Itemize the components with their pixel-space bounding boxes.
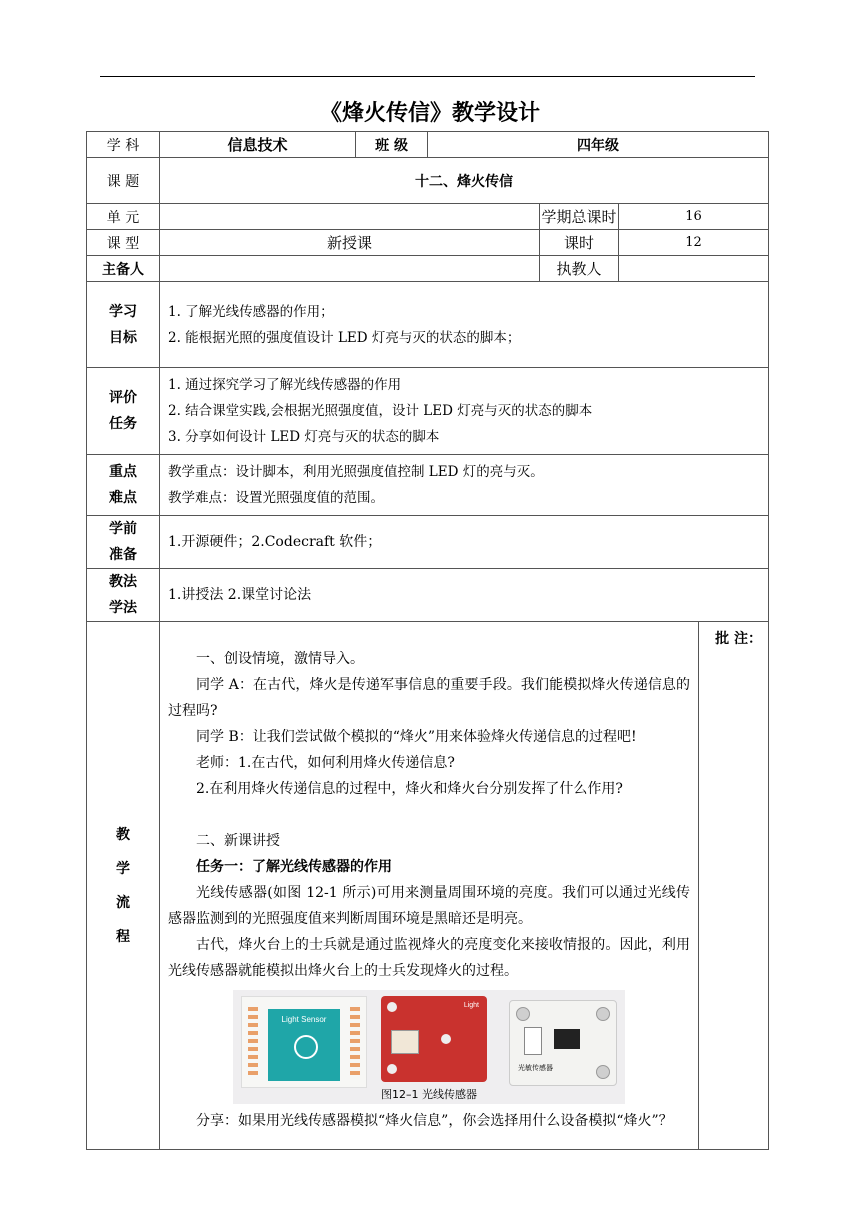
preparer-value — [160, 256, 540, 282]
hour-label: 课时 — [540, 230, 619, 256]
light-sensor-white-module — [241, 996, 367, 1088]
key-content — [160, 455, 769, 516]
key-point: 教学重点：设计脚本，利用光照强度值控制 LED 灯的亮与灭。 — [168, 464, 544, 480]
flow-paragraph: 2.在利用烽火传递信息的过程中，烽火和烽火台分别发挥了什么作用? — [196, 781, 623, 797]
sensor-face — [268, 1009, 340, 1081]
sensor-label-text: 光敏传感器 — [518, 1065, 553, 1072]
teacher-value — [619, 256, 769, 282]
row-method — [87, 569, 769, 622]
key-label-line2: 难点 — [109, 490, 137, 506]
flow-label — [87, 622, 160, 1150]
lesson-plan-table — [86, 131, 769, 1150]
total-hours-value: 16 — [619, 204, 769, 230]
figure-caption: 图12–1 光线传感器 — [381, 1088, 477, 1101]
header-rule — [100, 76, 755, 77]
mount-hole — [596, 1065, 610, 1079]
flow-label-char: 学 — [116, 860, 130, 877]
sensor-label-text: Light Sensor — [281, 1015, 327, 1024]
flow-paragraph: 同学 A：在古代，烽火是传递军事信息的重要手段。我们能模拟烽火传递信息的过程吗? — [168, 677, 691, 719]
annotation-column — [699, 622, 769, 1150]
goals-label-line1: 学习 — [109, 303, 137, 320]
unit-value — [160, 204, 540, 230]
prep-label-line2: 准备 — [109, 547, 137, 563]
type-value: 新授课 — [160, 230, 540, 256]
sensor-figure — [233, 990, 625, 1104]
mount-hole — [387, 1064, 397, 1074]
light-sensor-icon — [294, 1035, 318, 1059]
teacher-label: 执教人 — [540, 256, 619, 282]
annotation-label: 批 注： — [715, 631, 763, 647]
mount-hole — [596, 1007, 610, 1021]
key-point: 教学难点：设置光照强度值的范围。 — [168, 490, 384, 506]
prep-label-line1: 学前 — [109, 521, 137, 537]
row-goals — [87, 282, 769, 368]
eval-label-line1: 评价 — [109, 390, 137, 406]
mount-hole — [387, 1002, 397, 1012]
preparer-label: 主备人 — [87, 256, 160, 282]
document-title: 《烽火传信》教学设计 — [319, 101, 540, 126]
pin-strip — [350, 1007, 360, 1079]
eval-item: 2. 结合课堂实践,会根据光照强度值，设计 LED 灯亮与灭的状态的脚本 — [168, 403, 593, 419]
goals-label — [87, 282, 160, 368]
method-label-line2: 学法 — [109, 600, 137, 616]
flow-label-char: 程 — [116, 928, 130, 945]
goals-content — [160, 282, 769, 368]
row-topic — [87, 158, 769, 204]
flow-content — [160, 622, 699, 1150]
eval-label-line2: 任务 — [109, 416, 137, 432]
topic-value: 十二、烽火传信 — [160, 158, 769, 204]
method-label-line1: 教法 — [109, 574, 137, 590]
sensor-chip — [554, 1029, 580, 1049]
row-key-points — [87, 455, 769, 516]
prep-value: 1.开源硬件；2.Codecraft 软件； — [160, 516, 769, 569]
eval-item: 1. 通过探究学习了解光线传感器的作用 — [168, 377, 402, 393]
prep-label — [87, 516, 160, 569]
light-sensor-silver-module — [509, 1000, 617, 1086]
pin-strip — [248, 1007, 258, 1079]
row-type — [87, 230, 769, 256]
flow-label-char: 教 — [116, 826, 130, 843]
flow-label-char: 流 — [116, 894, 130, 911]
flow-paragraph: 同学 B：让我们尝试做个模拟的“烽火”用来体验烽火传递信息的过程吧! — [196, 729, 637, 745]
flow-paragraph: 古代，烽火台上的士兵就是通过监视烽火的亮度变化来接收情报的。因此，利用光线传感器就能模拟出烽火台上的士兵发现烽火的过程。 — [168, 937, 691, 979]
unit-label: 单 元 — [87, 204, 160, 230]
connector — [391, 1030, 419, 1054]
topic-label: 课 题 — [87, 158, 160, 204]
flow-paragraph: 光线传感器(如图 12-1 所示)可用来测量周围环境的亮度。我们可以通过光线传感器监测到的光照强度值来判断周围环境是黑暗还是明亮。 — [168, 885, 691, 927]
mount-hole — [516, 1007, 530, 1021]
connector — [524, 1027, 542, 1055]
flow-task-heading: 任务一：了解光线传感器的作用 — [196, 859, 392, 875]
eval-item: 3. 分享如何设计 LED 灯亮与灭的状态的脚本 — [168, 429, 440, 445]
flow-section-heading: 二、新课讲授 — [196, 833, 280, 849]
subject-value: 信息技术 — [160, 132, 356, 158]
total-hours-label: 学期总课时 — [540, 204, 619, 230]
row-subject — [87, 132, 769, 158]
row-preparer — [87, 256, 769, 282]
hour-value: 12 — [619, 230, 769, 256]
goals-label-line2: 目标 — [109, 329, 137, 346]
method-label — [87, 569, 160, 622]
flow-spacer — [168, 802, 690, 828]
eval-content — [160, 368, 769, 455]
subject-label: 学 科 — [87, 132, 160, 158]
key-label — [87, 455, 160, 516]
row-eval — [87, 368, 769, 455]
type-label: 课 型 — [87, 230, 160, 256]
method-value: 1.讲授法 2.课堂讨论法 — [160, 569, 769, 622]
mount-hole — [441, 1034, 451, 1044]
goal-item: 1. 了解光线传感器的作用； — [168, 303, 334, 320]
class-value: 四年级 — [428, 132, 769, 158]
flow-paragraph: 分享：如果用光线传感器模拟“烽火信息”，你会选择用什么设备模拟“烽火”？ — [196, 1113, 673, 1129]
flow-paragraph: 老师：1.在古代，如何利用烽火传递信息? — [196, 755, 455, 771]
row-unit — [87, 204, 769, 230]
goal-item: 2. 能根据光照的强度值设计 LED 灯亮与灭的状态的脚本； — [168, 329, 521, 346]
key-label-line1: 重点 — [109, 464, 137, 480]
class-label: 班 级 — [356, 132, 428, 158]
eval-label — [87, 368, 160, 455]
sensor-label-text: Light — [463, 1002, 479, 1009]
row-flow — [87, 622, 769, 1150]
row-prep — [87, 516, 769, 569]
flow-paragraph: 一、创设情境，激情导入。 — [196, 651, 364, 667]
light-sensor-red-module — [381, 996, 487, 1082]
